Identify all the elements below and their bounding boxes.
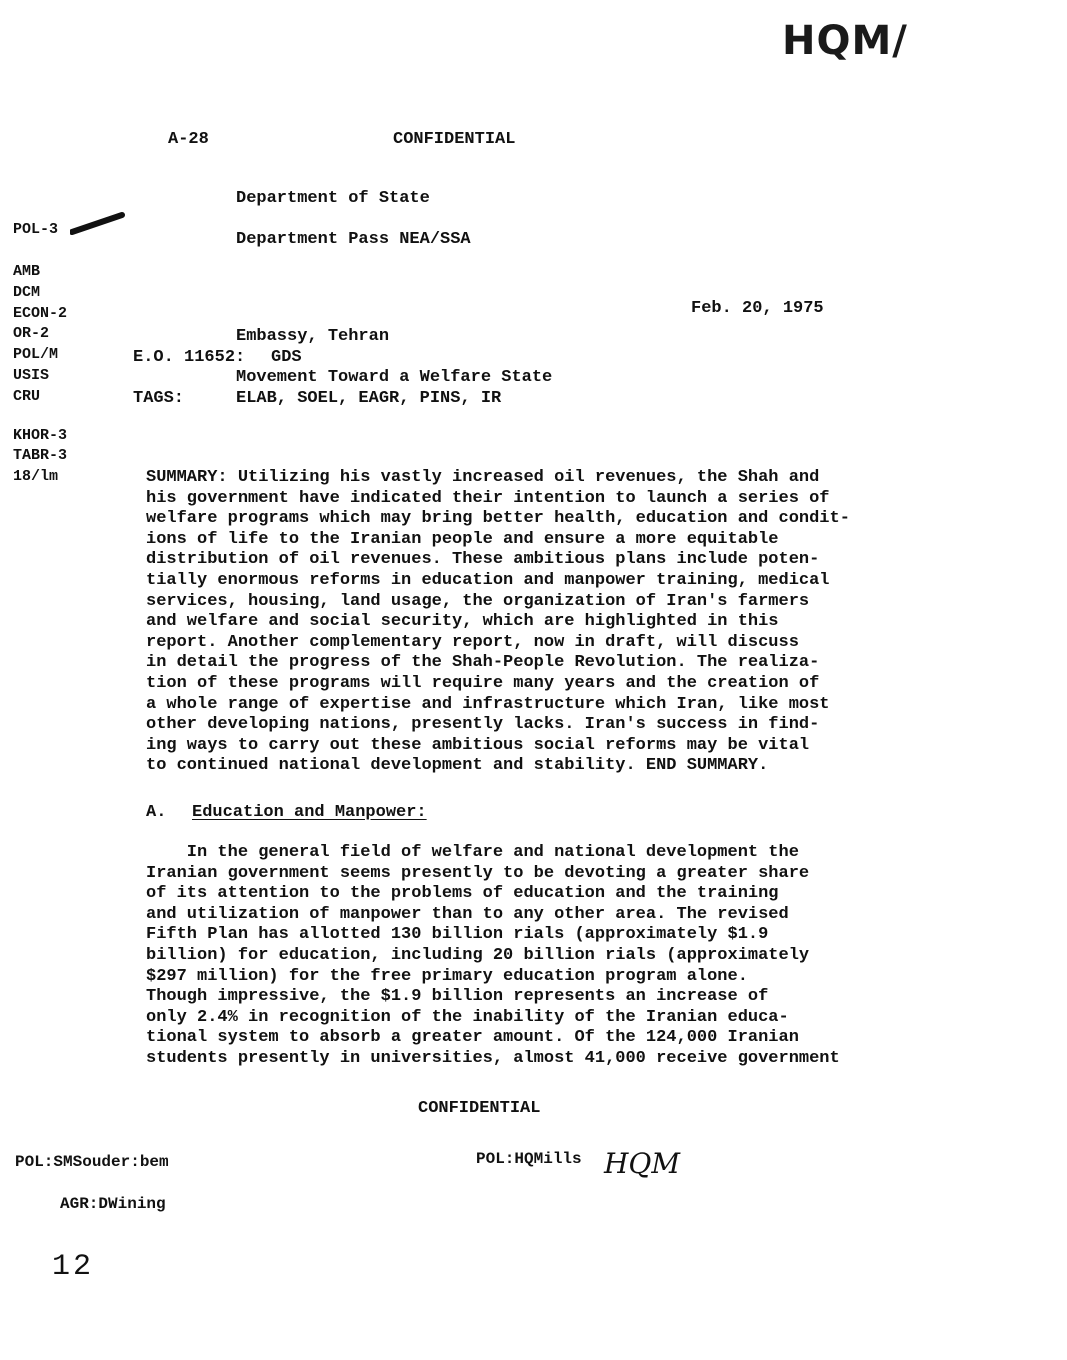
summary-line: report. Another complementary report, now in draft, will discuss bbox=[146, 632, 799, 652]
section-a-label: A. bbox=[146, 803, 167, 822]
summary-line: SUMMARY: Utilizing his vastly increased oil revenues, the Shah and bbox=[146, 468, 820, 487]
routing-list bbox=[13, 262, 67, 488]
routing-item: CRU bbox=[13, 387, 41, 405]
eo-value: GDS bbox=[271, 348, 302, 367]
approver-line: POL:HQMills bbox=[476, 1150, 582, 1168]
pen-stroke-mark bbox=[70, 210, 126, 236]
subject-line: Movement Toward a Welfare State bbox=[236, 368, 553, 387]
summary-line: tially enormous reforms in education and manpower training, medical bbox=[146, 570, 830, 590]
body-line: In the general field of welfare and national development the bbox=[146, 843, 799, 862]
routing-item: KHOR-3 bbox=[13, 426, 68, 444]
handwritten-initials-stamp: HQM/ bbox=[782, 18, 908, 64]
education-paragraph bbox=[146, 843, 926, 1070]
routing-item: POL/M bbox=[13, 346, 59, 364]
addressee-pass: Department Pass NEA/SSA bbox=[236, 230, 471, 249]
addressee-department: Department of State bbox=[236, 189, 430, 208]
from-embassy: Embassy, Tehran bbox=[236, 327, 390, 346]
routing-item: AMB bbox=[13, 263, 41, 280]
summary-line: distribution of oil revenues. These ambitious plans include poten- bbox=[146, 550, 820, 570]
body-line: of its attention to the problems of education and the training bbox=[146, 884, 779, 904]
body-line: Though impressive, the $1.9 billion represents an increase of bbox=[146, 987, 769, 1007]
summary-line: ing ways to carry out these ambitious social reforms may be vital bbox=[146, 735, 810, 755]
summary-line: his government have indicated their intention to launch a series of bbox=[146, 488, 830, 508]
body-line: students presently in universities, almost 41,000 receive government bbox=[146, 1048, 840, 1068]
summary-line: a whole range of expertise and infrastructure which Iran, like most bbox=[146, 694, 830, 714]
tags-value: ELAB, SOEL, EAGR, PINS, IR bbox=[236, 389, 502, 408]
summary-line: welfare programs which may bring better health, education and condit- bbox=[146, 509, 850, 529]
tags-label: TAGS: bbox=[133, 389, 185, 408]
approver-handwritten-initials: HQM bbox=[604, 1147, 681, 1180]
body-line: billion) for education, including 20 billion rials (approximately bbox=[146, 945, 810, 965]
routing-item: OR-2 bbox=[13, 325, 50, 343]
summary-line: tion of these programs will require many years and the creation of bbox=[146, 673, 820, 693]
body-line: and utilization of manpower than to any other area. The revised bbox=[146, 904, 789, 924]
routing-item: ECON-2 bbox=[13, 304, 68, 322]
routing-item: USIS bbox=[13, 366, 50, 384]
body-line: Fifth Plan has allotted 130 billion rials (approximately $1.9 bbox=[146, 925, 769, 945]
summary-line: and welfare and social security, which are highlighted in this bbox=[146, 612, 779, 632]
clearance-line: AGR:DWining bbox=[60, 1195, 166, 1213]
summary-paragraph bbox=[146, 468, 926, 777]
summary-line: other developing nations, presently lacks. Iran's success in find- bbox=[146, 715, 820, 735]
classification-bottom: CONFIDENTIAL bbox=[418, 1099, 541, 1118]
summary-line: ions of life to the Iranian people and ensure a more equitable bbox=[146, 529, 779, 549]
pol-routing: POL-3 bbox=[13, 221, 59, 238]
routing-item: TABR-3 bbox=[13, 447, 68, 465]
body-line: Iranian government seems presently to be devoting a greater share bbox=[146, 863, 810, 883]
classification-top: CONFIDENTIAL bbox=[393, 130, 516, 149]
routing-item: DCM bbox=[13, 283, 41, 301]
summary-line: services, housing, land usage, the organization of Iran's farmers bbox=[146, 591, 810, 611]
summary-line: to continued national development and stability. END SUMMARY. bbox=[146, 756, 769, 776]
page-number: 12 bbox=[52, 1250, 95, 1284]
eo-label: E.O. 11652: bbox=[133, 348, 246, 367]
document-date: Feb. 20, 1975 bbox=[691, 299, 824, 318]
body-line: tional system to absorb a greater amount. Of the 124,000 Iranian bbox=[146, 1028, 799, 1048]
summary-line: in detail the progress of the Shah-People Revolution. The realiza- bbox=[146, 653, 820, 673]
body-line: only 2.4% in recognition of the inability of the Iranian educa- bbox=[146, 1007, 789, 1027]
routing-item: 18/lm bbox=[13, 468, 59, 486]
section-a-heading: Education and Manpower: bbox=[192, 803, 427, 822]
drafter-line: POL:SMSouder:bem bbox=[15, 1153, 169, 1171]
airgram-number: A-28 bbox=[168, 130, 209, 149]
body-line: $297 million) for the free primary education program alone. bbox=[146, 966, 748, 986]
